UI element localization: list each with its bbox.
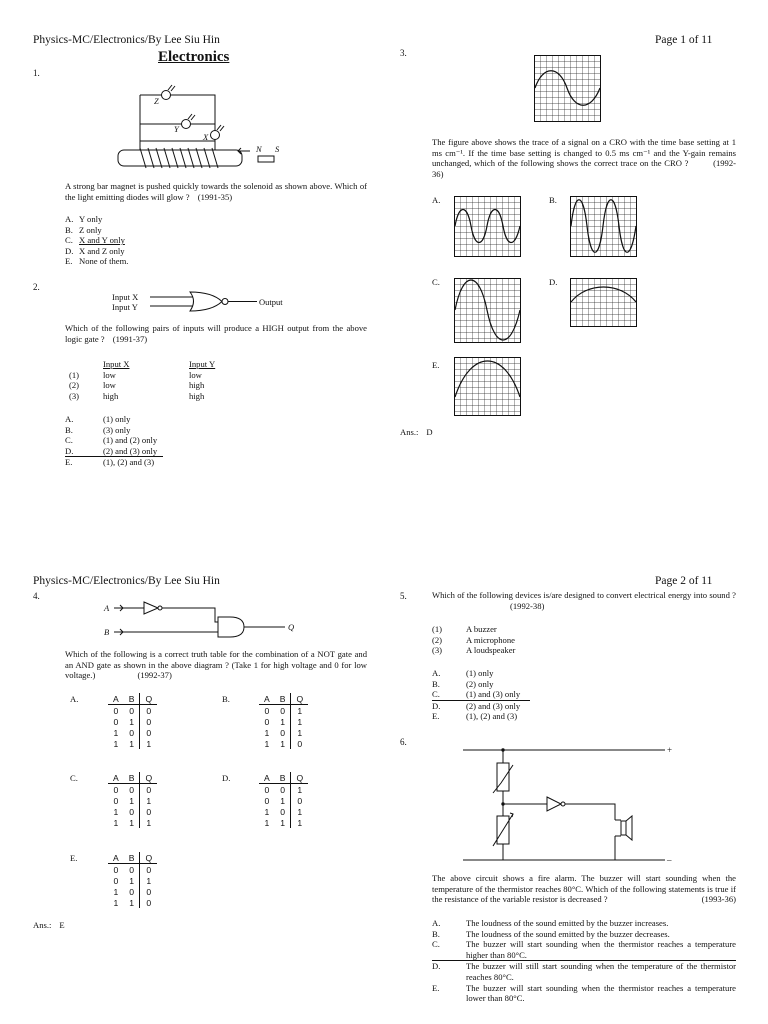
q4-answer: Ans.: E: [33, 920, 65, 930]
q2-row: (1) low low: [69, 369, 202, 380]
label-y: Y: [174, 124, 179, 134]
q2-number-label: 2.: [33, 282, 40, 292]
page1-header-right: Page 1 of 11: [655, 34, 713, 46]
q5-option-a[interactable]: A. (1) only: [432, 668, 494, 678]
truth-table-e[interactable]: A B Q 0 0 0 0 1 1 1 0 0 1 1 0: [108, 852, 157, 908]
truth-table-c[interactable]: A B Q 0 0 0 0 1 1 1 0 0 1 1 1: [108, 772, 157, 828]
positive-terminal: +: [667, 745, 673, 755]
q5-option-e[interactable]: E. (1), (2) and (3): [432, 711, 518, 722]
q3-number: 3.: [400, 48, 407, 58]
q2-options: [65, 414, 163, 468]
q2-row: (2) low high: [69, 380, 205, 391]
page-title: Electronics: [158, 49, 230, 65]
q5-option-b[interactable]: B. (2) only: [432, 678, 494, 689]
q6-option-d[interactable]: D. The buzzer will still start sounding when the temperature of the thermistor reaches 80°C.: [432, 961, 736, 982]
q5-option-c[interactable]: C. (1) and (3) only: [432, 689, 530, 701]
solenoid-led-diagram: [110, 78, 290, 174]
q2-row: (3) high high: [69, 390, 205, 401]
q3-label-e[interactable]: E.: [432, 360, 440, 370]
q3-answer: Ans.: D: [400, 427, 433, 437]
q5-items: [432, 624, 515, 656]
q1-option-b[interactable]: B. Z only: [65, 224, 102, 235]
q3-label-a[interactable]: A.: [432, 195, 441, 205]
q5-item: (1) A buzzer: [432, 624, 497, 634]
input-b-label: B: [104, 627, 110, 637]
q6-text: The above circuit shows a fire alarm. The buzzer will start sounding when the temperature of the thermistor reaches 80°C. Which of the following statements is true if the resistance of the variable resistor is decreased ? (1993-36): [432, 873, 736, 905]
cro-option-c[interactable]: [454, 278, 522, 344]
negative-terminal: –: [667, 855, 672, 865]
page2-header-left: Physics-MC/Electronics/By Lee Siu Hin: [33, 575, 220, 587]
tt-label-c[interactable]: C.: [70, 773, 78, 783]
nor-gate-diagram: [112, 288, 292, 314]
cro-option-e[interactable]: [454, 357, 522, 417]
truth-table-b[interactable]: A B Q 0 0 1 0 1 1 1 0 1 1 1 0: [259, 693, 308, 749]
label-z: Z: [154, 96, 159, 106]
q2-input-table: [69, 359, 249, 401]
q2-option-b[interactable]: B. (3) only: [65, 424, 131, 435]
q6-option-e[interactable]: E. The buzzer will start sounding when the thermistor reaches a temperature lower than 80°C.: [432, 982, 736, 1004]
label-s: S: [275, 144, 280, 154]
q6-options: [432, 918, 736, 1004]
q6-option-a[interactable]: A. The loudness of the sound emitted by the buzzer increases.: [432, 918, 669, 928]
q3-label-b[interactable]: B.: [549, 195, 557, 205]
q3-label-d[interactable]: D.: [549, 277, 558, 287]
q5-options: [432, 668, 530, 722]
cro-option-b[interactable]: [570, 196, 638, 258]
tt-label-b[interactable]: B.: [222, 694, 230, 704]
q1-option-a[interactable]: A. Y only: [65, 214, 103, 224]
col-input-x: Input X: [103, 359, 130, 369]
q6-option-b[interactable]: B. The loudness of the sound emitted by the buzzer decreases.: [432, 928, 670, 939]
q2-option-d[interactable]: D. (2) and (3) only: [65, 446, 163, 458]
q5-number: 5.: [400, 591, 407, 601]
cro-option-a[interactable]: [454, 196, 522, 258]
col-input-y: Input Y: [189, 359, 216, 369]
q2-option-a[interactable]: A. (1) only: [65, 414, 131, 424]
page2-header-right: Page 2 of 11: [655, 575, 713, 587]
fire-alarm-circuit: [455, 743, 680, 865]
truth-table-a[interactable]: A B Q 0 0 0 0 1 0 1 0 0 1 1 1: [108, 693, 157, 749]
q5-text: Which of the following devices is/are designed to convert electrical energy into sound ? (1992-38): [432, 590, 736, 611]
q5-item: (2) A microphone: [432, 634, 515, 645]
q1-text: A strong bar magnet is pushed quickly towards the solenoid as shown above. Which of the light emitting diodes will glow ? (1991-35): [65, 181, 367, 202]
q2-text: Which of the following pairs of inputs will produce a HIGH output from the above logic gate ? (1991-37): [65, 323, 367, 344]
cro-option-d[interactable]: [570, 278, 638, 328]
q1-number: 1.: [33, 68, 40, 78]
input-x-label: Input X: [112, 292, 139, 302]
tt-label-a[interactable]: A.: [70, 694, 79, 704]
output-q-label: Q: [288, 622, 295, 632]
q1-option-d[interactable]: D. X and Z only: [65, 245, 125, 256]
q3-text: The figure above shows the trace of a signal on a CRO with the time base setting at 1 ms cm⁻¹. If the time base setting is changed to 0.5 ms cm⁻¹ and the Y-gain remains unchanged, which of the following shows the correct trace on the CRO ? (1992-36): [432, 137, 736, 179]
tt-label-d[interactable]: D.: [222, 773, 231, 783]
q5-option-d[interactable]: D. (2) and (3) only: [432, 700, 521, 711]
page1-header-left: Physics-MC/Electronics/By Lee Siu Hin: [33, 34, 220, 46]
q6-number: 6.: [400, 737, 407, 747]
input-a-label: A: [104, 603, 110, 613]
q2-option-c[interactable]: C. (1) and (2) only: [65, 435, 158, 446]
output-label: Output: [259, 297, 283, 307]
q1-options: [65, 214, 128, 267]
cro-reference-trace: [534, 55, 602, 123]
q5-item: (3) A loudspeaker: [432, 645, 516, 656]
truth-table-d[interactable]: A B Q 0 0 1 0 1 0 1 0 1 1 1 1: [259, 772, 308, 828]
q1-option-e[interactable]: E. None of them.: [65, 256, 129, 267]
label-x: X: [203, 132, 209, 142]
q4-number: 4.: [33, 591, 40, 601]
not-and-gate-diagram: [100, 598, 305, 640]
input-y-label: Input Y: [112, 302, 138, 312]
tt-label-e[interactable]: E.: [70, 853, 78, 863]
q2-option-e[interactable]: E. (1), (2) and (3): [65, 457, 155, 468]
q1-option-c[interactable]: C. X and Y only: [65, 235, 125, 246]
label-n: N: [256, 144, 262, 154]
q3-label-c[interactable]: C.: [432, 277, 440, 287]
q6-option-c[interactable]: C. The buzzer will start sounding when the thermistor reaches a temperature higher than 80°C.: [432, 939, 736, 960]
q4-text: Which of the following is a correct truth table for the combination of a NOT gate and an AND gate as shown in the above diagram ? (Take 1 for high voltage and 0 for low voltage.) (1992-37): [65, 649, 367, 681]
